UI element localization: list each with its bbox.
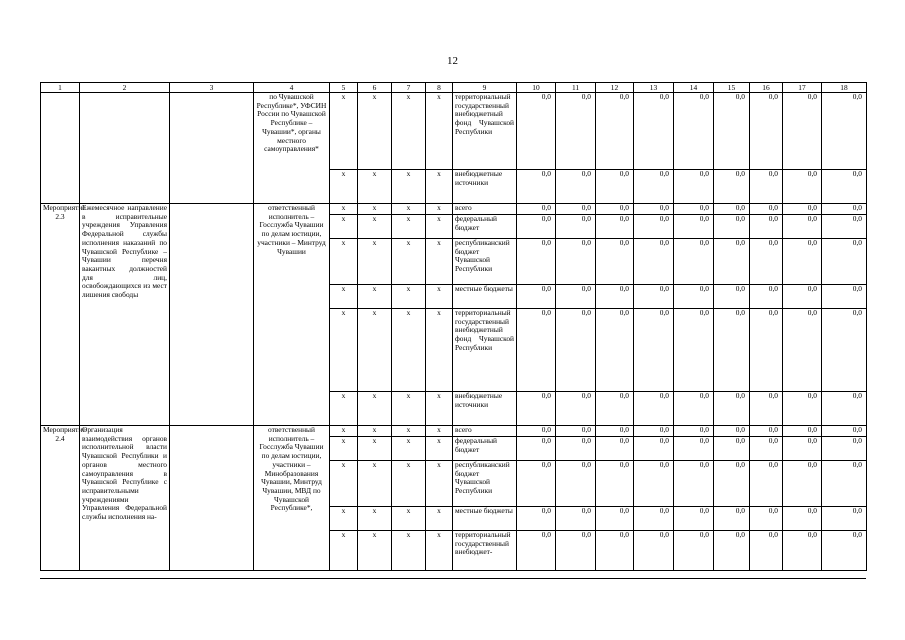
value-cell: 0,0 bbox=[596, 309, 634, 392]
value-cell: 0,0 bbox=[750, 215, 783, 239]
code-cell: x bbox=[426, 93, 453, 170]
value-cell: 0,0 bbox=[634, 507, 674, 531]
value-cell: 0,0 bbox=[556, 285, 596, 309]
code-cell: x bbox=[426, 285, 453, 309]
code-cell: x bbox=[426, 507, 453, 531]
column-number: 6 bbox=[358, 83, 392, 93]
value-cell: 0,0 bbox=[634, 392, 674, 426]
value-cell: 0,0 bbox=[750, 170, 783, 204]
value-cell: 0,0 bbox=[634, 170, 674, 204]
code-cell: x bbox=[392, 93, 426, 170]
value-cell: 0,0 bbox=[822, 309, 867, 392]
code-cell: x bbox=[426, 392, 453, 426]
value-cell: 0,0 bbox=[517, 239, 556, 285]
value-cell: 0,0 bbox=[822, 392, 867, 426]
funding-source: территориальный государственный внебюджетный фонд Чувашской Республики bbox=[453, 93, 517, 170]
code-cell: x bbox=[358, 507, 392, 531]
responsible-executor: по Чувашской Республике*, УФСИН России по Чувашской Республике – Чувашии*, органы местного самоуправления* bbox=[254, 93, 330, 204]
value-cell: 0,0 bbox=[822, 437, 867, 461]
value-cell: 0,0 bbox=[596, 285, 634, 309]
funding-source: территориальный государственный внебюджет- bbox=[453, 531, 517, 571]
value-cell: 0,0 bbox=[674, 93, 714, 170]
code-cell: x bbox=[330, 204, 358, 215]
value-cell: 0,0 bbox=[596, 461, 634, 507]
value-cell: 0,0 bbox=[750, 426, 783, 437]
code-cell: x bbox=[392, 437, 426, 461]
value-cell: 0,0 bbox=[556, 309, 596, 392]
value-cell: 0,0 bbox=[674, 215, 714, 239]
value-cell: 0,0 bbox=[674, 170, 714, 204]
code-cell: x bbox=[330, 285, 358, 309]
responsible-executor: ответственный исполнитель – Госслужба Чувашии по делам юстиции, участники – Минобразования Чувашии, Минтруд Чувашии, МВД по Чувашской Республике*, bbox=[254, 426, 330, 571]
program-table bbox=[40, 82, 867, 571]
column-number: 3 bbox=[170, 83, 254, 93]
value-cell: 0,0 bbox=[714, 215, 750, 239]
code-cell: x bbox=[358, 437, 392, 461]
value-cell: 0,0 bbox=[596, 437, 634, 461]
measure-code: Мероприятие 2.3 bbox=[41, 204, 80, 426]
code-cell: x bbox=[358, 285, 392, 309]
column-number: 11 bbox=[556, 83, 596, 93]
column-number: 8 bbox=[426, 83, 453, 93]
code-cell: x bbox=[426, 437, 453, 461]
column-number: 13 bbox=[634, 83, 674, 93]
funding-source: внебюджетные источники bbox=[453, 392, 517, 426]
column-number: 5 bbox=[330, 83, 358, 93]
value-cell: 0,0 bbox=[750, 437, 783, 461]
value-cell: 0,0 bbox=[783, 426, 822, 437]
value-cell: 0,0 bbox=[822, 204, 867, 215]
measure-title: Ежемесячное направление в исправительные учреждения Управления Федеральной службы исполнения наказаний по Чувашской Республике – Чувашии перечня вакантных должностей для лиц, освобождающихся из мест лишения свободы bbox=[80, 204, 170, 426]
value-cell: 0,0 bbox=[783, 461, 822, 507]
value-cell: 0,0 bbox=[783, 93, 822, 170]
code-cell: x bbox=[426, 531, 453, 571]
code-cell: x bbox=[392, 426, 426, 437]
column-number: 4 bbox=[254, 83, 330, 93]
value-cell: 0,0 bbox=[596, 507, 634, 531]
value-cell: 0,0 bbox=[750, 309, 783, 392]
value-cell: 0,0 bbox=[517, 215, 556, 239]
value-cell: 0,0 bbox=[783, 285, 822, 309]
code-cell: x bbox=[392, 461, 426, 507]
value-cell: 0,0 bbox=[517, 309, 556, 392]
empty-cell bbox=[170, 204, 254, 426]
column-number: 7 bbox=[392, 83, 426, 93]
value-cell: 0,0 bbox=[750, 531, 783, 571]
value-cell: 0,0 bbox=[674, 426, 714, 437]
value-cell: 0,0 bbox=[750, 93, 783, 170]
value-cell: 0,0 bbox=[556, 239, 596, 285]
funding-source: всего bbox=[453, 204, 517, 215]
value-cell: 0,0 bbox=[714, 309, 750, 392]
value-cell: 0,0 bbox=[750, 285, 783, 309]
funding-source: местные бюджеты bbox=[453, 285, 517, 309]
measure-title: Организация взаимодействия органов исполнительной власти Чувашской Республики и органов местного самоуправления в Чувашской Республике с исправительными учреждениями Управления Федеральной службы исполнения на- bbox=[80, 426, 170, 571]
code-cell: x bbox=[330, 531, 358, 571]
code-cell: x bbox=[392, 239, 426, 285]
code-cell: x bbox=[330, 215, 358, 239]
value-cell: 0,0 bbox=[822, 170, 867, 204]
value-cell: 0,0 bbox=[714, 531, 750, 571]
code-cell: x bbox=[392, 204, 426, 215]
value-cell: 0,0 bbox=[674, 285, 714, 309]
value-cell: 0,0 bbox=[674, 392, 714, 426]
value-cell: 0,0 bbox=[556, 93, 596, 170]
value-cell: 0,0 bbox=[714, 426, 750, 437]
funding-source: республиканский бюджет Чувашской Республики bbox=[453, 239, 517, 285]
code-cell: x bbox=[426, 461, 453, 507]
value-cell: 0,0 bbox=[634, 215, 674, 239]
value-cell: 0,0 bbox=[596, 531, 634, 571]
value-cell: 0,0 bbox=[517, 170, 556, 204]
code-cell: x bbox=[358, 93, 392, 170]
value-cell: 0,0 bbox=[517, 437, 556, 461]
value-cell: 0,0 bbox=[822, 461, 867, 507]
code-cell: x bbox=[358, 239, 392, 285]
value-cell: 0,0 bbox=[674, 531, 714, 571]
value-cell: 0,0 bbox=[634, 204, 674, 215]
code-cell: x bbox=[426, 309, 453, 392]
value-cell: 0,0 bbox=[596, 392, 634, 426]
code-cell: x bbox=[426, 204, 453, 215]
value-cell: 0,0 bbox=[556, 215, 596, 239]
value-cell: 0,0 bbox=[822, 426, 867, 437]
value-cell: 0,0 bbox=[822, 215, 867, 239]
code-cell: x bbox=[330, 461, 358, 507]
value-cell: 0,0 bbox=[517, 531, 556, 571]
value-cell: 0,0 bbox=[783, 204, 822, 215]
code-cell: x bbox=[392, 215, 426, 239]
value-cell: 0,0 bbox=[556, 507, 596, 531]
funding-source: федеральный бюджет bbox=[453, 215, 517, 239]
value-cell: 0,0 bbox=[783, 531, 822, 571]
column-number: 14 bbox=[674, 83, 714, 93]
code-cell: x bbox=[392, 507, 426, 531]
code-cell: x bbox=[330, 507, 358, 531]
table-row bbox=[41, 204, 867, 215]
code-cell: x bbox=[358, 170, 392, 204]
value-cell: 0,0 bbox=[556, 204, 596, 215]
code-cell: x bbox=[392, 170, 426, 204]
value-cell: 0,0 bbox=[634, 531, 674, 571]
column-number: 17 bbox=[783, 83, 822, 93]
code-cell: x bbox=[426, 239, 453, 285]
code-cell: x bbox=[330, 170, 358, 204]
value-cell: 0,0 bbox=[750, 507, 783, 531]
code-cell: x bbox=[330, 392, 358, 426]
value-cell: 0,0 bbox=[674, 309, 714, 392]
value-cell: 0,0 bbox=[634, 239, 674, 285]
value-cell: 0,0 bbox=[783, 215, 822, 239]
funding-source: местные бюджеты bbox=[453, 507, 517, 531]
table-row bbox=[41, 93, 867, 170]
value-cell: 0,0 bbox=[674, 461, 714, 507]
table-row bbox=[41, 426, 867, 437]
value-cell: 0,0 bbox=[714, 392, 750, 426]
value-cell: 0,0 bbox=[783, 239, 822, 285]
value-cell: 0,0 bbox=[822, 285, 867, 309]
responsible-executor: ответственный исполнитель – Госслужба Чувашии по делам юстиции, участники – Минтруд Чувашии bbox=[254, 204, 330, 426]
value-cell: 0,0 bbox=[783, 170, 822, 204]
value-cell: 0,0 bbox=[714, 204, 750, 215]
value-cell: 0,0 bbox=[714, 507, 750, 531]
value-cell: 0,0 bbox=[517, 392, 556, 426]
code-cell: x bbox=[358, 392, 392, 426]
column-number: 18 bbox=[822, 83, 867, 93]
code-cell: x bbox=[358, 461, 392, 507]
value-cell: 0,0 bbox=[674, 239, 714, 285]
funding-source: внебюджетные источники bbox=[453, 170, 517, 204]
empty-cell bbox=[170, 93, 254, 204]
value-cell: 0,0 bbox=[714, 285, 750, 309]
value-cell: 0,0 bbox=[556, 170, 596, 204]
column-number: 16 bbox=[750, 83, 783, 93]
value-cell: 0,0 bbox=[783, 309, 822, 392]
column-number: 9 bbox=[453, 83, 517, 93]
value-cell: 0,0 bbox=[714, 461, 750, 507]
column-number: 15 bbox=[714, 83, 750, 93]
value-cell: 0,0 bbox=[674, 437, 714, 461]
code-cell: x bbox=[358, 426, 392, 437]
value-cell: 0,0 bbox=[556, 426, 596, 437]
value-cell: 0,0 bbox=[750, 392, 783, 426]
code-cell: x bbox=[358, 204, 392, 215]
value-cell: 0,0 bbox=[517, 93, 556, 170]
funding-source: федеральный бюджет bbox=[453, 437, 517, 461]
code-cell: x bbox=[426, 426, 453, 437]
value-cell: 0,0 bbox=[596, 426, 634, 437]
measure-title bbox=[80, 93, 170, 204]
value-cell: 0,0 bbox=[714, 437, 750, 461]
value-cell: 0,0 bbox=[714, 239, 750, 285]
code-cell: x bbox=[392, 531, 426, 571]
code-cell: x bbox=[358, 531, 392, 571]
column-number: 1 bbox=[41, 83, 80, 93]
code-cell: x bbox=[426, 170, 453, 204]
value-cell: 0,0 bbox=[783, 392, 822, 426]
value-cell: 0,0 bbox=[634, 93, 674, 170]
value-cell: 0,0 bbox=[822, 507, 867, 531]
column-number: 2 bbox=[80, 83, 170, 93]
value-cell: 0,0 bbox=[556, 461, 596, 507]
column-number: 10 bbox=[517, 83, 556, 93]
value-cell: 0,0 bbox=[634, 437, 674, 461]
value-cell: 0,0 bbox=[596, 239, 634, 285]
value-cell: 0,0 bbox=[517, 461, 556, 507]
value-cell: 0,0 bbox=[596, 215, 634, 239]
code-cell: x bbox=[392, 285, 426, 309]
funding-source: республиканский бюджет Чувашской Республики bbox=[453, 461, 517, 507]
code-cell: x bbox=[330, 426, 358, 437]
funding-source: территориальный государственный внебюджетный фонд Чувашской Республики bbox=[453, 309, 517, 392]
column-number: 12 bbox=[596, 83, 634, 93]
value-cell: 0,0 bbox=[517, 285, 556, 309]
value-cell: 0,0 bbox=[822, 239, 867, 285]
value-cell: 0,0 bbox=[517, 204, 556, 215]
code-cell: x bbox=[330, 437, 358, 461]
value-cell: 0,0 bbox=[634, 426, 674, 437]
value-cell: 0,0 bbox=[750, 461, 783, 507]
value-cell: 0,0 bbox=[596, 93, 634, 170]
value-cell: 0,0 bbox=[556, 531, 596, 571]
value-cell: 0,0 bbox=[634, 461, 674, 507]
header-row bbox=[41, 83, 867, 93]
value-cell: 0,0 bbox=[714, 170, 750, 204]
value-cell: 0,0 bbox=[517, 426, 556, 437]
measure-code bbox=[41, 93, 80, 204]
value-cell: 0,0 bbox=[674, 204, 714, 215]
value-cell: 0,0 bbox=[634, 309, 674, 392]
value-cell: 0,0 bbox=[822, 531, 867, 571]
value-cell: 0,0 bbox=[783, 437, 822, 461]
value-cell: 0,0 bbox=[596, 204, 634, 215]
code-cell: x bbox=[330, 93, 358, 170]
value-cell: 0,0 bbox=[517, 507, 556, 531]
code-cell: x bbox=[392, 309, 426, 392]
code-cell: x bbox=[426, 215, 453, 239]
funding-source: всего bbox=[453, 426, 517, 437]
value-cell: 0,0 bbox=[750, 204, 783, 215]
value-cell: 0,0 bbox=[596, 170, 634, 204]
value-cell: 0,0 bbox=[674, 507, 714, 531]
value-cell: 0,0 bbox=[783, 507, 822, 531]
value-cell: 0,0 bbox=[822, 93, 867, 170]
measure-code: Мероприятие 2.4 bbox=[41, 426, 80, 571]
bottom-border bbox=[40, 578, 866, 579]
empty-cell bbox=[170, 426, 254, 571]
code-cell: x bbox=[330, 309, 358, 392]
value-cell: 0,0 bbox=[714, 93, 750, 170]
value-cell: 0,0 bbox=[750, 239, 783, 285]
code-cell: x bbox=[392, 392, 426, 426]
code-cell: x bbox=[358, 215, 392, 239]
value-cell: 0,0 bbox=[556, 392, 596, 426]
code-cell: x bbox=[330, 239, 358, 285]
page-number: 12 bbox=[447, 55, 458, 67]
value-cell: 0,0 bbox=[556, 437, 596, 461]
code-cell: x bbox=[358, 309, 392, 392]
value-cell: 0,0 bbox=[634, 285, 674, 309]
